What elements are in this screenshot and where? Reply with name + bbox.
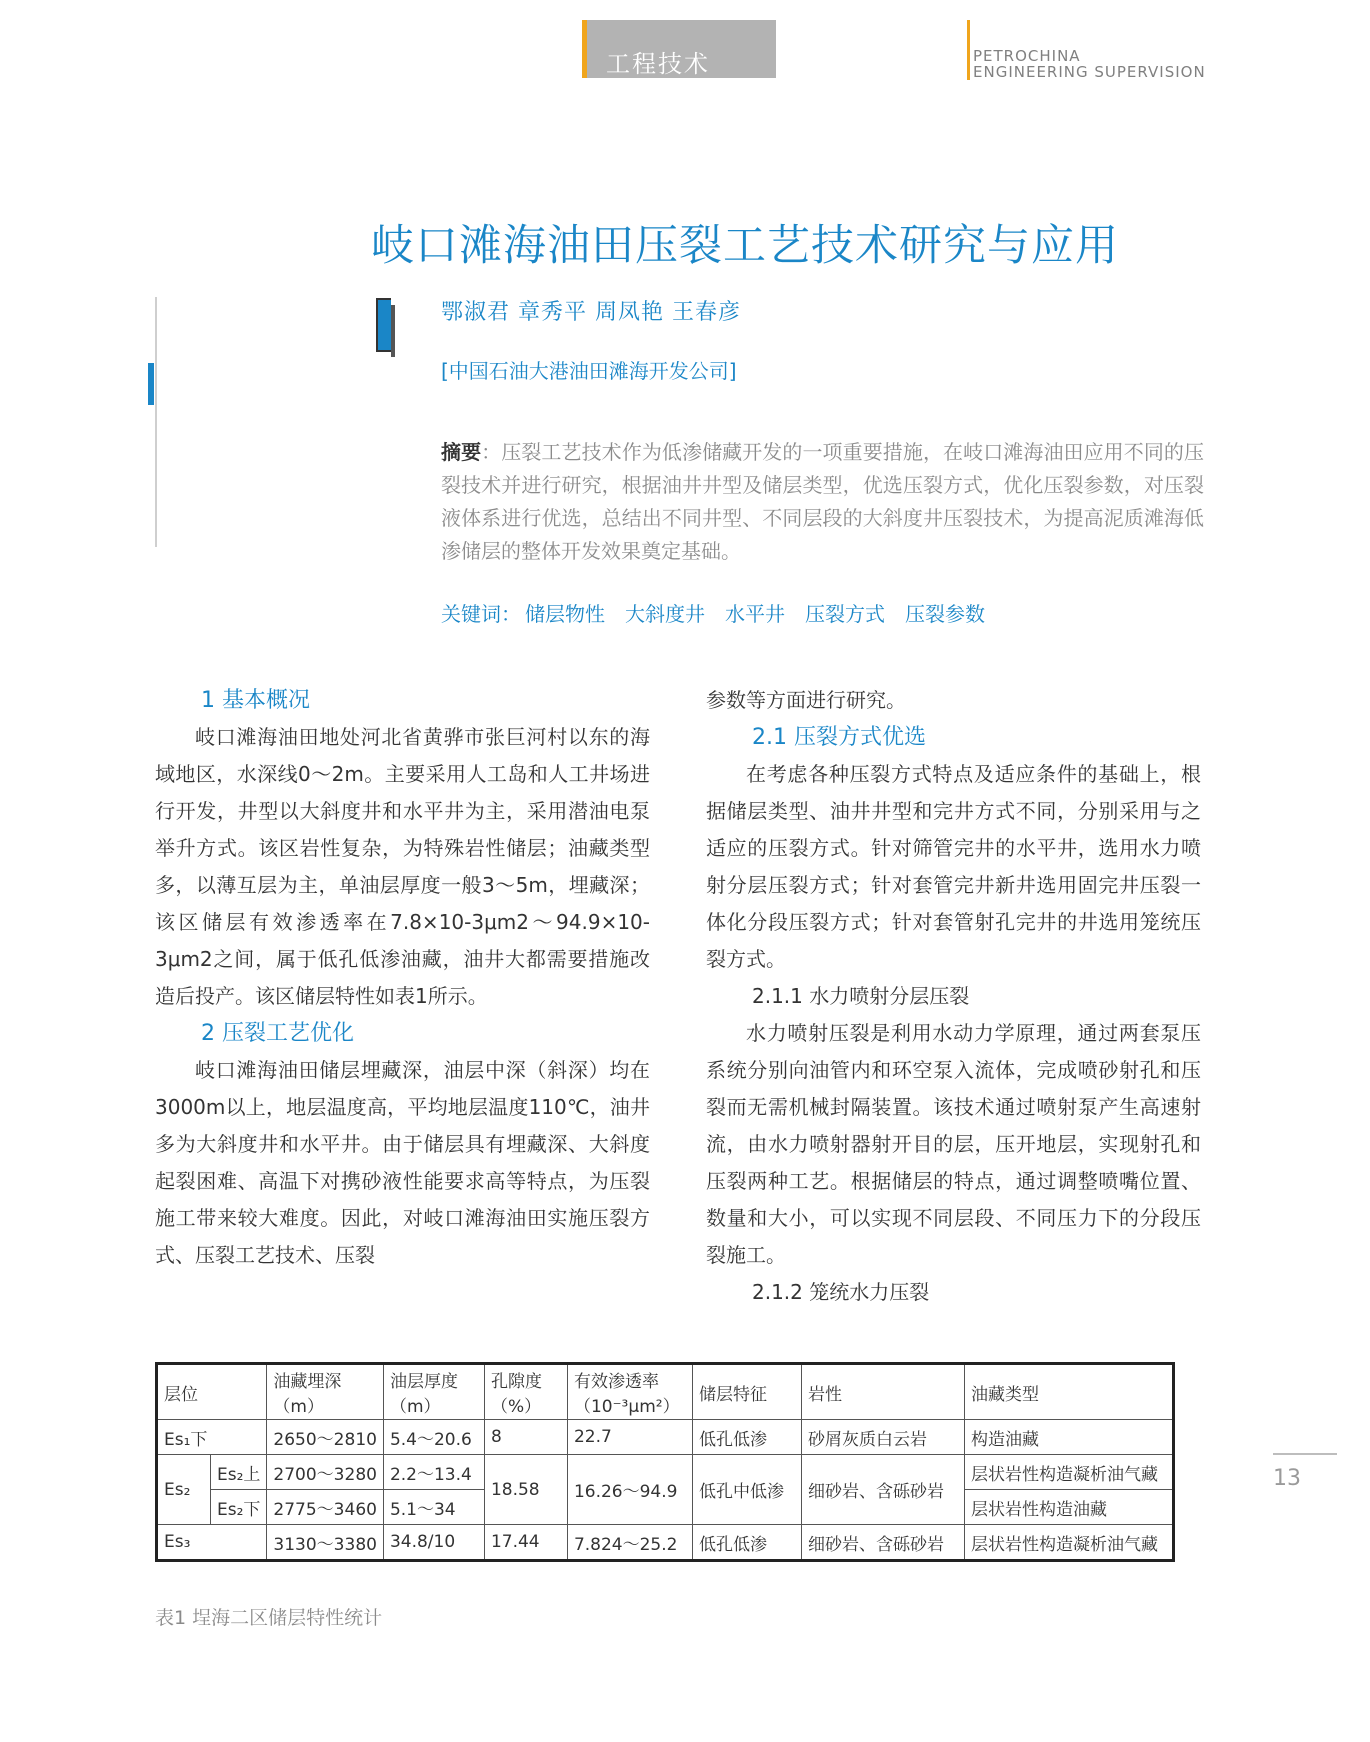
table-cell: 层状岩性构造油藏	[964, 1490, 1173, 1525]
keyword: 大斜度井	[625, 602, 705, 626]
keywords	[441, 598, 1005, 627]
table-cell: 细砂岩、含砾砂岩	[801, 1455, 964, 1525]
table-cell: 34.8/10	[383, 1525, 484, 1561]
authors: 鄂淑君 章秀平 周凤艳 王春彦	[441, 300, 741, 325]
table-cell: 18.58	[484, 1455, 567, 1525]
section-tag: 工程技术	[606, 50, 710, 78]
table-header-cell: 有效渗透率（10⁻³μm²）	[567, 1364, 692, 1420]
table-cell: 2700～3280	[267, 1455, 384, 1490]
brand-accent-bar	[967, 20, 970, 80]
table-cell: 层状岩性构造凝析油气藏	[964, 1525, 1173, 1561]
table-cell: 2650～2810	[267, 1420, 384, 1455]
table-cell: 17.44	[484, 1525, 567, 1561]
table-row	[157, 1420, 1174, 1455]
paragraph: 岐口滩海油田地处河北省黄骅市张巨河村以东的海域地区，水深线0～2m。主要采用人工岛和人工井场进行开发，井型以大斜度井和水平井为主，采用潜油电泵举升方式。该区岩性复杂，为特殊岩性储层；油藏类型多，以薄互层为主，单油层厚度一般3～5m，埋藏深；该区储层有效渗透率在7.8×10-3μm2～94.9×10-3μm2之间，属于低孔低渗油藏，油井大都需要措施改造后投产。该区储层特性如表1所示。	[155, 725, 650, 1008]
table-cell: 层状岩性构造凝析油气藏	[964, 1455, 1173, 1490]
page-number-rule	[1273, 1453, 1337, 1455]
table-cell: 3130～3380	[267, 1525, 384, 1561]
keyword: 储层物性	[525, 602, 605, 626]
table-cell: 16.26～94.9	[567, 1455, 692, 1525]
table-cell: Es₂	[157, 1455, 211, 1525]
table-header-cell: 岩性	[801, 1364, 964, 1420]
table-cell: 8	[484, 1420, 567, 1455]
abstract-label: 摘要	[441, 440, 482, 464]
keyword: 压裂方式	[805, 602, 885, 626]
table-cell: Es₂上	[211, 1455, 267, 1490]
table-cell: Es₁下	[157, 1420, 267, 1455]
body-column-left	[155, 682, 650, 1274]
page-number: 13	[1273, 1466, 1301, 1491]
table-cell: 低孔中低渗	[692, 1455, 801, 1525]
subsection-heading: 2.1.1 水力喷射分层压裂	[752, 984, 970, 1008]
table-cell: 砂屑灰质白云岩	[801, 1420, 964, 1455]
table-cell: 低孔低渗	[692, 1420, 801, 1455]
table-cell: 低孔低渗	[692, 1525, 801, 1561]
table-row	[157, 1525, 1174, 1561]
table-row	[157, 1455, 1174, 1490]
keyword: 压裂参数	[905, 602, 985, 626]
affiliation: [中国石油大港油田滩海开发公司]	[441, 359, 737, 383]
table-cell: 22.7	[567, 1420, 692, 1455]
decorative-line-accent	[148, 363, 154, 405]
table-header-cell: 孔隙度（%）	[484, 1364, 567, 1420]
table-header-cell: 油藏类型	[964, 1364, 1173, 1420]
table-cell: Es₂下	[211, 1490, 267, 1525]
subsection-heading: 2.1.2 笼统水力压裂	[752, 1280, 930, 1304]
keyword: 水平井	[725, 602, 785, 626]
author-marker-bar	[391, 305, 395, 357]
paragraph-continued: 参数等方面进行研究。	[706, 688, 906, 712]
table-header-cell: 油藏埋深（m）	[267, 1364, 384, 1420]
brand-line-2: ENGINEERING SUPERVISION	[973, 63, 1206, 81]
table-header-cell: 层位	[157, 1364, 267, 1420]
section-heading: 2 压裂工艺优化	[201, 1021, 354, 1046]
abstract-text: ：压裂工艺技术作为低渗储藏开发的一项重要措施，在岐口滩海油田应用不同的压裂技术并进行研究，根据油井井型及储层类型，优选压裂方式，优化压裂参数，对压裂液体系进行优选，总结出不同井型、不同层段的大斜度井压裂技术，为提高泥质滩海低渗储层的整体开发效果奠定基础。	[441, 440, 1205, 563]
table-cell: 构造油藏	[964, 1420, 1173, 1455]
table-cell: 细砂岩、含砾砂岩	[801, 1525, 964, 1561]
paragraph: 岐口滩海油田储层埋藏深，油层中深（斜深）均在3000m以上，地层温度高，平均地层温度110℃，油井多为大斜度井和水平井。由于储层具有埋藏深、大斜度起裂困难、高温下对携砂液性能要求高等特点，为压裂施工带来较大难度。因此，对岐口滩海油田实施压裂方式、压裂工艺技术、压裂	[155, 1058, 650, 1267]
table-cell: Es₃	[157, 1525, 267, 1561]
decorative-vertical-line	[155, 297, 157, 547]
author-marker-icon	[376, 298, 391, 352]
abstract	[441, 436, 1204, 568]
paragraph: 水力喷射压裂是利用水动力学原理，通过两套泵压系统分别向油管内和环空泵入流体，完成喷砂射孔和压裂而无需机械封隔装置。该技术通过喷射泵产生高速射流，由水力喷射器射开目的层，压开地层，实现射孔和压裂两种工艺。根据储层的特点，通过调整喷嘴位置、数量和大小，可以实现不同层段、不同压力下的分段压裂施工。	[706, 1021, 1201, 1267]
paragraph: 在考虑各种压裂方式特点及适应条件的基础上，根据储层类型、油井井型和完井方式不同，分别采用与之适应的压裂方式。针对筛管完井的水平井，选用水力喷射分层压裂方式；针对套管完井新井选用固完井压裂一体化分段压裂方式；针对套管射孔完井的井选用笼统压裂方式。	[706, 762, 1201, 971]
table-header-row	[157, 1364, 1174, 1420]
table-cell: 5.1～34	[383, 1490, 484, 1525]
table-caption: 表1 埕海二区储层特性统计	[155, 1607, 383, 1629]
reservoir-properties-table	[155, 1362, 1175, 1562]
brand-line-1: PETROCHINA	[973, 47, 1081, 65]
table-header-cell: 油层厚度（m）	[383, 1364, 484, 1420]
table-cell: 7.824～25.2	[567, 1525, 692, 1561]
article-title: 岐口滩海油田压裂工艺技术研究与应用	[371, 220, 1119, 271]
table-cell: 2.2～13.4	[383, 1455, 484, 1490]
journal-brand	[973, 48, 1206, 80]
section-heading: 1 基本概况	[201, 688, 310, 713]
table-cell: 5.4～20.6	[383, 1420, 484, 1455]
table-header-cell: 储层特征	[692, 1364, 801, 1420]
table-cell: 2775～3460	[267, 1490, 384, 1525]
keywords-label: 关键词：	[441, 602, 521, 626]
section-heading: 2.1 压裂方式优选	[752, 725, 926, 750]
body-column-right	[706, 682, 1201, 1311]
